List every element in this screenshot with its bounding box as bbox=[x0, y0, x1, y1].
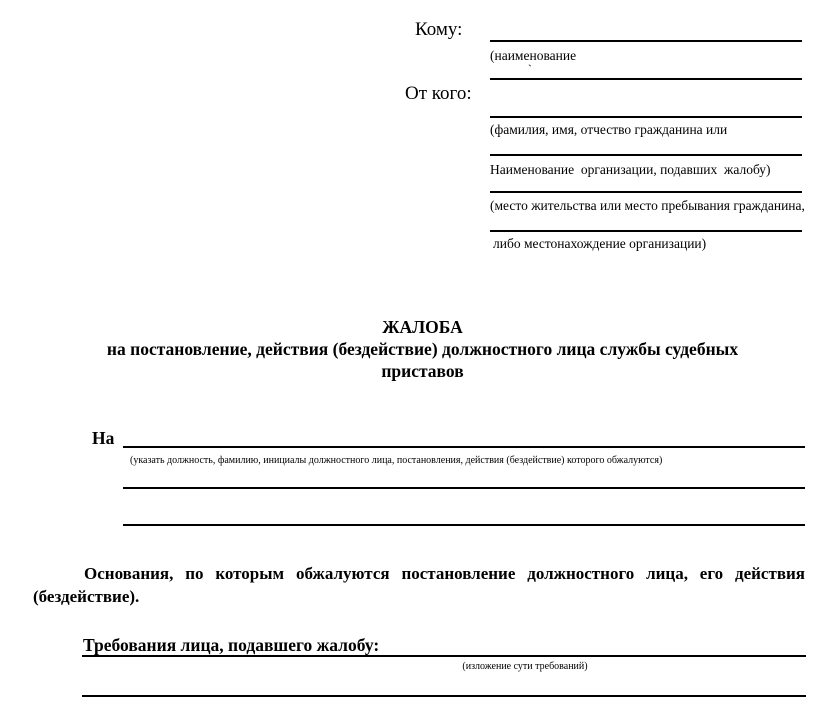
from-label: От кого: bbox=[405, 83, 472, 104]
document-title bbox=[40, 316, 805, 382]
from-fill-line-4[interactable] bbox=[490, 230, 802, 232]
subject-hint: (указать должность, фамилию, инициалы должностного лица, постановления, действия (бездействие) которого обжалуются) bbox=[130, 455, 663, 466]
grounds-paragraph: Основания, по которым обжалуются постановление должностного лица, его действия (бездействие). bbox=[33, 564, 805, 606]
demands-label: Требования лица, подавшего жалобу: bbox=[83, 635, 380, 655]
to-fill-line-2[interactable] bbox=[490, 78, 802, 80]
title-subtitle-line-2: приставов bbox=[381, 361, 464, 381]
to-fill-line-1[interactable] bbox=[490, 40, 802, 42]
subject-fill-line-1[interactable] bbox=[123, 446, 805, 448]
to-caption: (наименование bbox=[490, 48, 577, 63]
title-heading: ЖАЛОБА bbox=[382, 317, 463, 337]
subject-fill-line-3[interactable] bbox=[123, 524, 805, 526]
demands-fill-line-2[interactable] bbox=[82, 695, 806, 697]
to-label: Кому: bbox=[415, 19, 463, 40]
from-caption-3: (место жительства или место пребывания гражданина, bbox=[490, 198, 805, 213]
demands-hint: (изложение сути требований) bbox=[462, 661, 588, 672]
from-caption-4: либо местонахождение организации) bbox=[493, 236, 707, 251]
from-fill-line-1[interactable] bbox=[490, 116, 802, 118]
stray-mark: ` bbox=[528, 62, 532, 76]
from-caption-1: (фамилия, имя, отчество гражданина или bbox=[490, 122, 728, 137]
demands-fill-line-1[interactable] bbox=[82, 655, 806, 657]
subject-fill-line-2[interactable] bbox=[123, 487, 805, 489]
subject-label: На bbox=[92, 428, 115, 448]
title-subtitle-line-1: на постановление, действия (бездействие) должностного лица службы судебных bbox=[106, 339, 739, 359]
from-caption-2: Наименование организации, подавших жалобу) bbox=[490, 162, 771, 177]
from-fill-line-2[interactable] bbox=[490, 154, 802, 156]
from-fill-line-3[interactable] bbox=[490, 191, 802, 193]
